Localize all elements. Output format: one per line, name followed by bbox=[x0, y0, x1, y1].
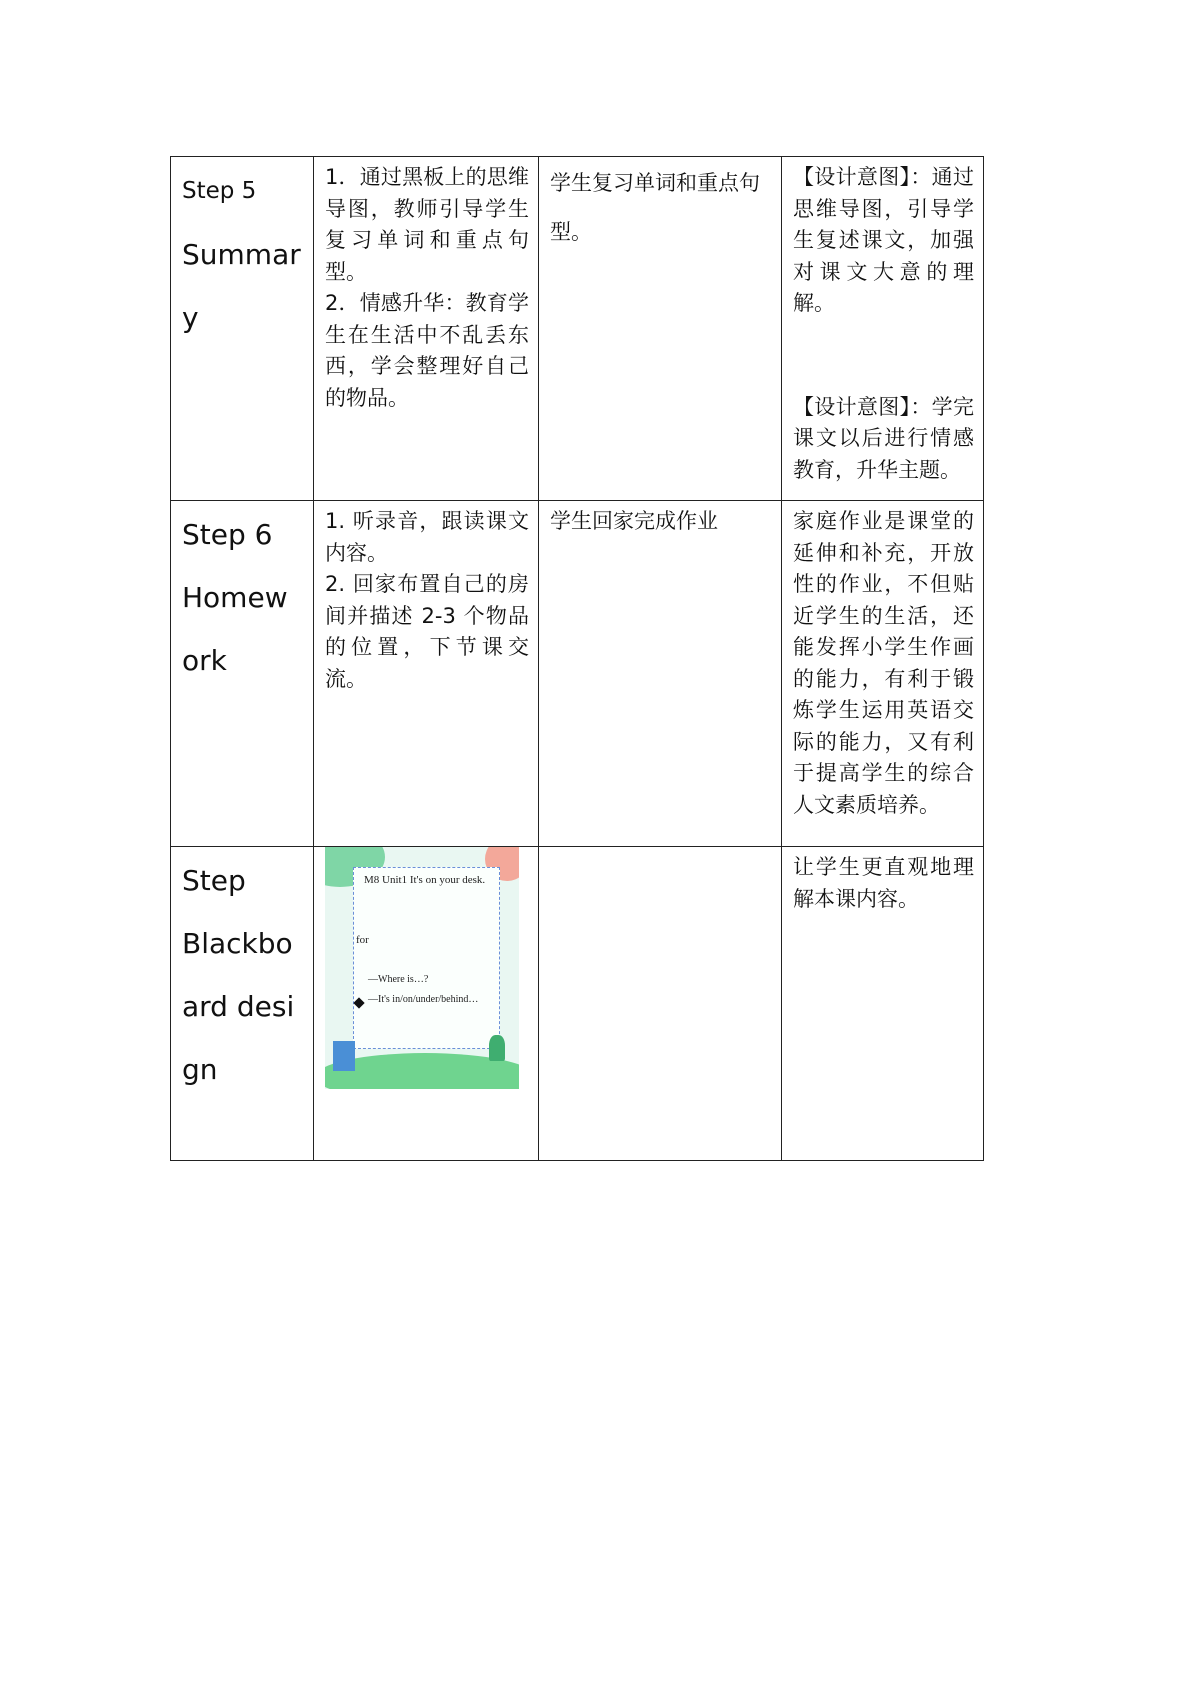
student-activity-cell bbox=[539, 847, 782, 1161]
student-activity-cell bbox=[539, 501, 782, 847]
teacher-activity-item: 2．情感升华：教育学生在生活中不乱丢东西，学会整理好自己的物品。 bbox=[325, 291, 529, 410]
teacher-activity-cell bbox=[314, 157, 539, 501]
step-name: Summary bbox=[182, 238, 301, 334]
step-name: Homework bbox=[182, 581, 288, 677]
design-intent-cell bbox=[782, 157, 984, 501]
step-cell bbox=[171, 847, 314, 1161]
student-activity-text bbox=[539, 847, 781, 849]
teacher-activity-item: 1．通过黑板上的思维导图，教师引导学生复习单词和重点句型。 bbox=[325, 165, 529, 284]
teacher-activity-cell bbox=[314, 501, 539, 847]
board-question: —Where is…? bbox=[368, 974, 429, 985]
student-activity-cell bbox=[539, 157, 782, 501]
design-intent-text: 【设计意图】：通过思维导图，引导学生复述课文，加强对课文大意的理解。 bbox=[793, 165, 974, 315]
design-intent-cell bbox=[782, 847, 984, 1161]
step-cell bbox=[171, 157, 314, 501]
board-frame bbox=[353, 867, 500, 1049]
step-cell bbox=[171, 501, 314, 847]
design-intent-text: 让学生更直观地理解本课内容。 bbox=[793, 855, 974, 911]
blackboard-design-image bbox=[325, 847, 519, 1089]
step-label: Step bbox=[182, 864, 246, 897]
table-row-blackboard bbox=[171, 847, 984, 1161]
teacher-activity-item: 2. 回家布置自己的房间并描述 2-3 个物品的位置，下节课交流。 bbox=[325, 572, 529, 691]
board-answer: —It's in/on/under/behind… bbox=[368, 994, 479, 1005]
design-intent-text: 家庭作业是课堂的延伸和补充，开放性的作业，不但贴近学生的生活，还能发挥小学生作画的能力，有利于锻炼学生运用英语交际的能力，又有利于提高学生的综合人文素质培养。 bbox=[793, 509, 974, 817]
table-row-step6 bbox=[171, 501, 984, 847]
lesson-plan-table bbox=[170, 156, 984, 1161]
table-row-step5 bbox=[171, 157, 984, 501]
design-intent-text: 【设计意图】：学完课文以后进行情感教育，升华主题。 bbox=[793, 394, 974, 482]
board-title: M8 Unit1 It's on your desk. bbox=[364, 874, 486, 886]
design-intent-cell bbox=[782, 501, 984, 847]
teacher-activity-item: 1. 听录音，跟读课文内容。 bbox=[325, 509, 529, 565]
plant-icon bbox=[489, 1035, 505, 1061]
student-activity-text: 学生复习单词和重点句型。 bbox=[550, 171, 760, 244]
blackboard-cell bbox=[314, 847, 539, 1161]
step-label: Step 6 bbox=[182, 518, 273, 551]
step-label: Step 5 bbox=[182, 178, 257, 204]
student-activity-text: 学生回家完成作业 bbox=[550, 509, 718, 533]
step-name: Blackboard design bbox=[182, 927, 295, 1086]
books-icon bbox=[333, 1041, 355, 1071]
board-word: for bbox=[356, 934, 369, 946]
